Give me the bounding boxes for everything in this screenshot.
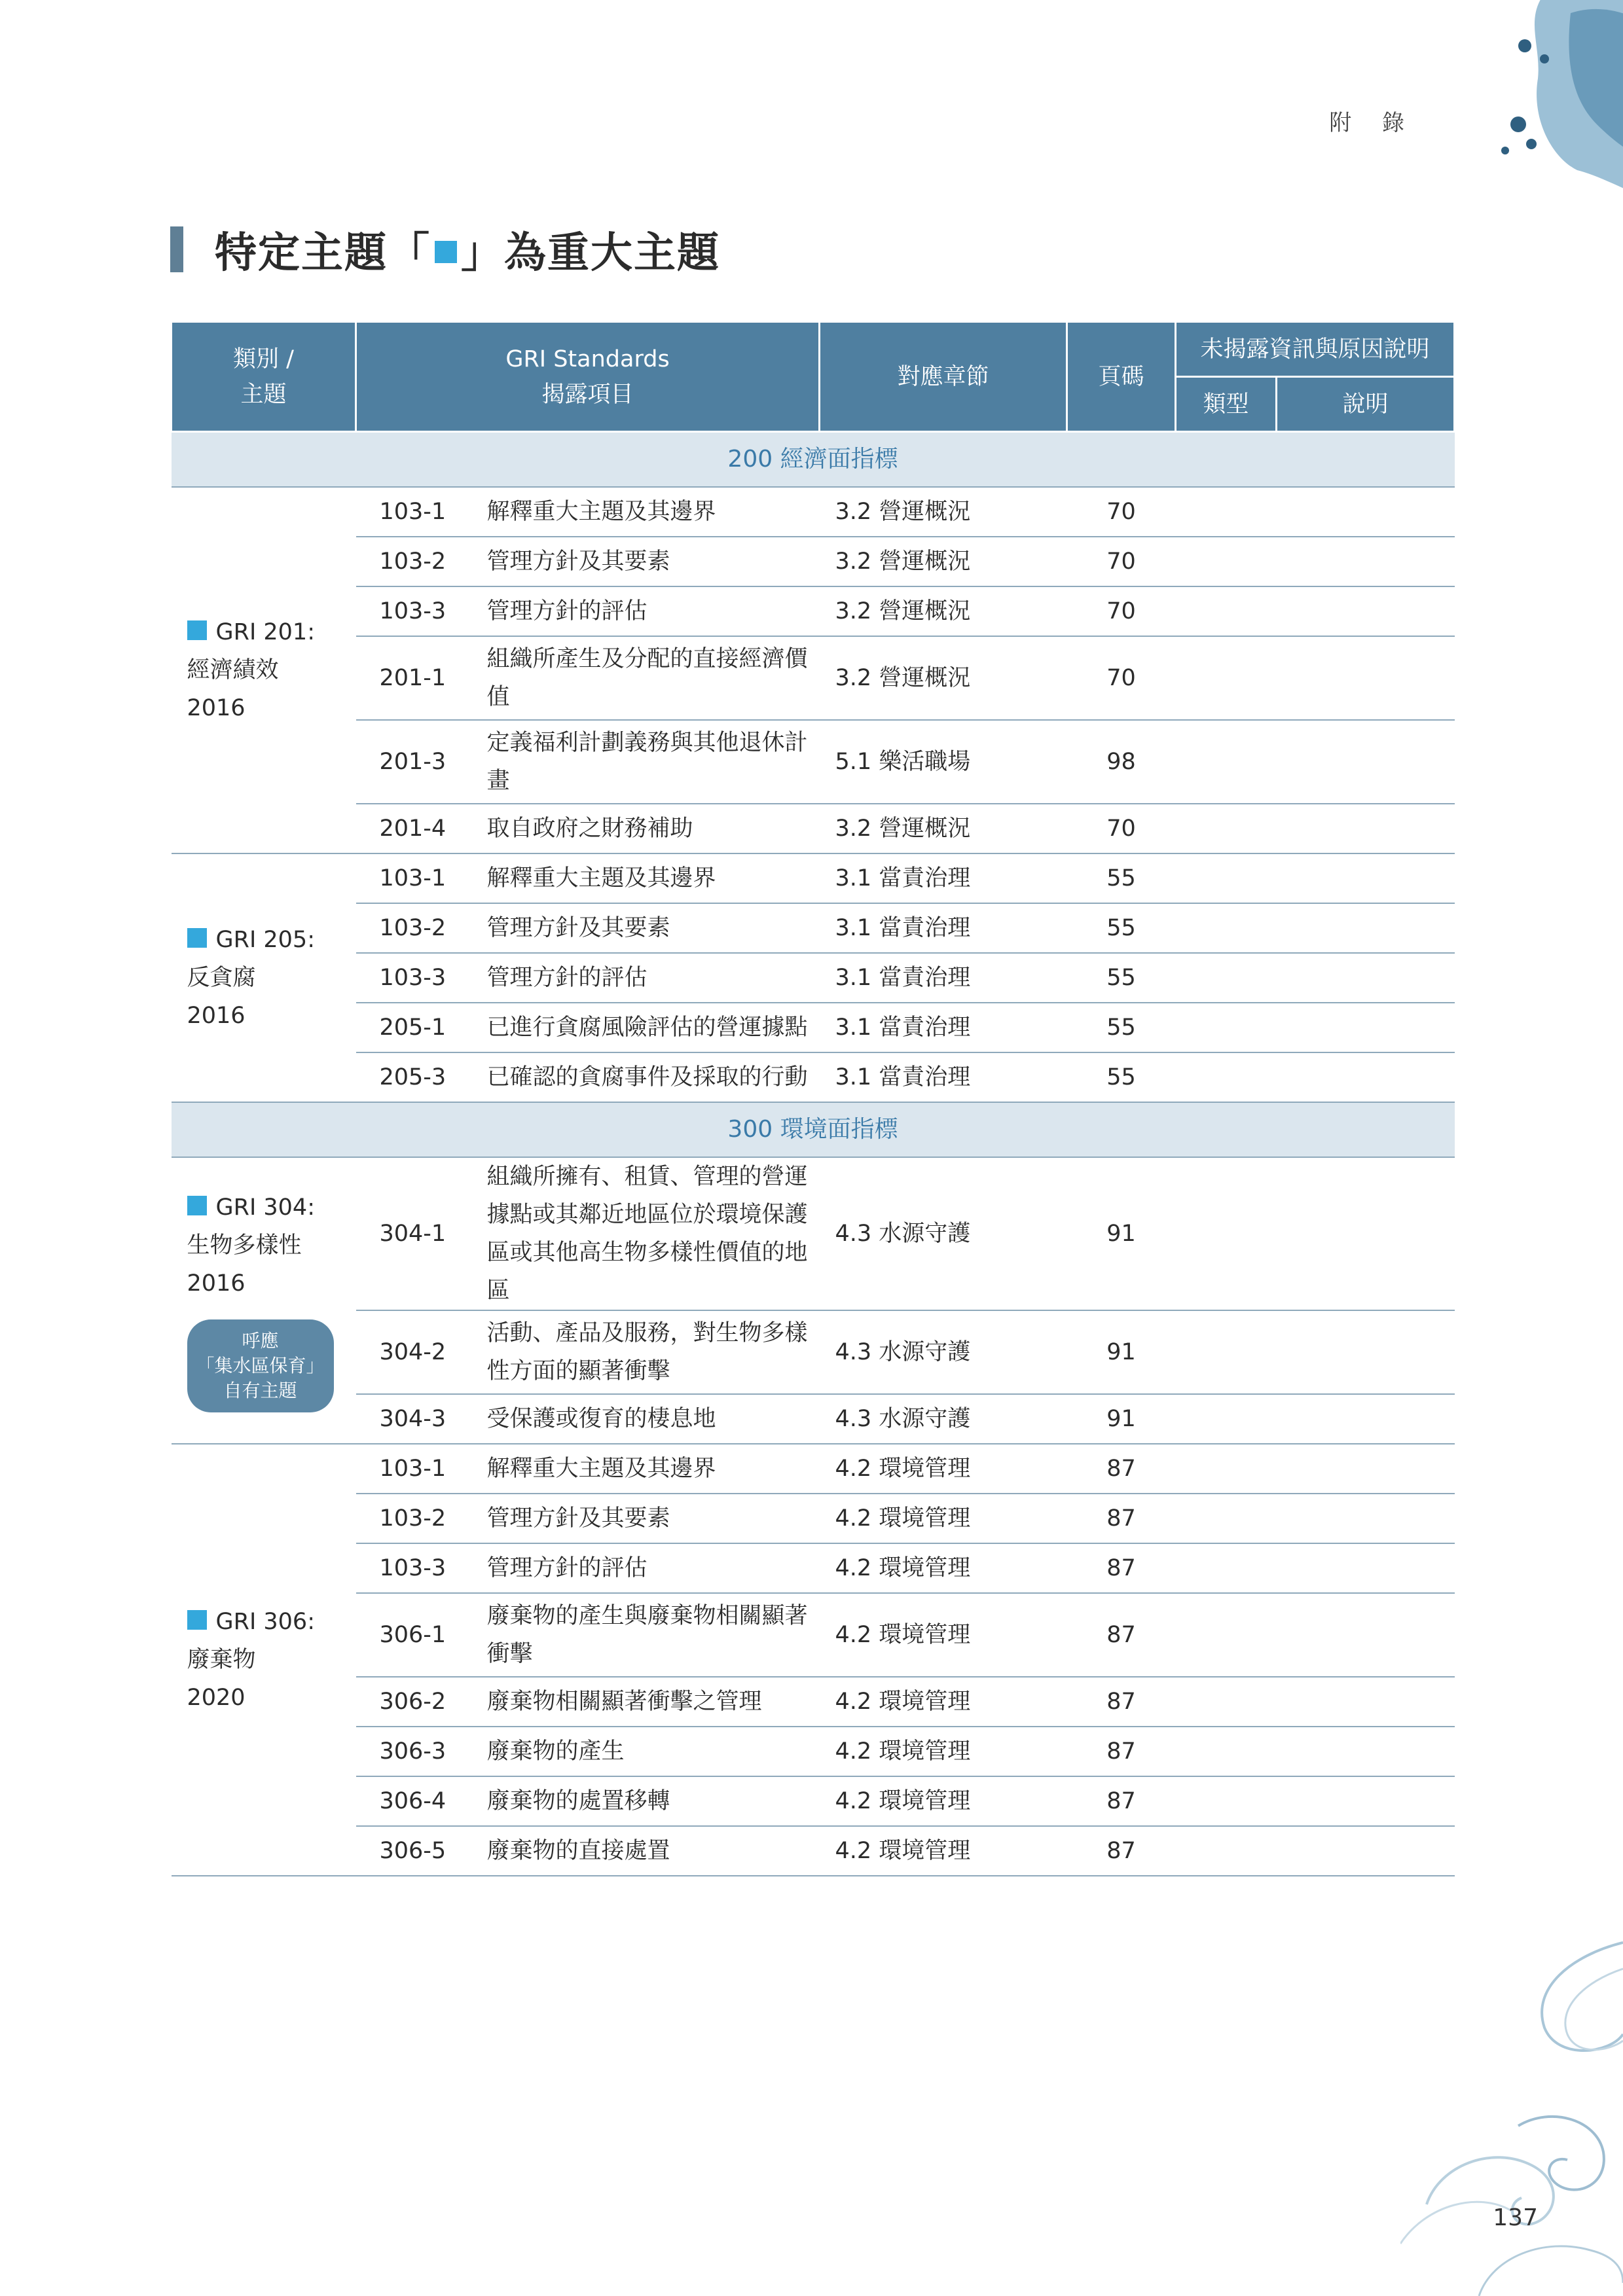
omission-desc-cell: [1277, 720, 1455, 804]
omission-desc-cell: [1277, 1543, 1455, 1593]
disclosure-item: 組織所產生及分配的直接經濟價值: [479, 636, 820, 720]
disclosure-item: 廢棄物的產生與廢棄物相關顯著衝擊: [479, 1593, 820, 1677]
omission-type-cell: [1176, 1394, 1277, 1444]
page-reference: 87: [1067, 1543, 1176, 1593]
disclosure-item: 已進行貪腐風險評估的營運據點: [479, 1003, 820, 1052]
omission-desc-cell: [1277, 853, 1455, 903]
page-reference: 55: [1067, 853, 1176, 903]
chapter-reference: 4.2 環境管理: [820, 1826, 1067, 1876]
omission-desc-cell: [1277, 953, 1455, 1003]
title-block: [170, 219, 720, 279]
omission-desc-cell: [1277, 804, 1455, 853]
disclosure-item: 解釋重大主題及其邊界: [479, 487, 820, 537]
omission-desc-cell: [1277, 1157, 1455, 1310]
category-cell: [172, 1157, 356, 1444]
disclosure-code: 304-2: [356, 1310, 479, 1394]
omission-type-cell: [1176, 586, 1277, 636]
table-row: [172, 1444, 1455, 1494]
table-row: [172, 804, 1455, 853]
disclosure-code: 201-4: [356, 804, 479, 853]
disclosure-code: 306-2: [356, 1677, 479, 1727]
title-suffix: 」為重大主題: [461, 229, 720, 278]
omission-type-cell: [1176, 853, 1277, 903]
table-row: [172, 720, 1455, 804]
omission-type-cell: [1176, 1052, 1277, 1102]
omission-type-cell: [1176, 720, 1277, 804]
page-reference: 70: [1067, 804, 1176, 853]
chapter-reference: 3.1 當責治理: [820, 1052, 1067, 1102]
table-header: [172, 322, 1455, 432]
page-reference: 87: [1067, 1444, 1176, 1494]
page-reference: 87: [1067, 1677, 1176, 1727]
omission-type-cell: [1176, 1593, 1277, 1677]
omission-desc-cell: [1277, 1310, 1455, 1394]
appendix-label: 附 錄: [1329, 110, 1416, 136]
omission-desc-cell: [1277, 903, 1455, 953]
omission-type-cell: [1176, 1826, 1277, 1876]
disclosure-item: 廢棄物的直接處置: [479, 1826, 820, 1876]
disclosure-code: 306-5: [356, 1826, 479, 1876]
omission-type-cell: [1176, 953, 1277, 1003]
category-cell: [172, 853, 356, 1102]
page-reference: 55: [1067, 953, 1176, 1003]
omission-type-cell: [1176, 1310, 1277, 1394]
chapter-reference: 4.3 水源守護: [820, 1394, 1067, 1444]
chapter-reference: 3.1 當責治理: [820, 853, 1067, 903]
disclosure-item: 受保護或復育的棲息地: [479, 1394, 820, 1444]
chapter-reference: 4.2 環境管理: [820, 1543, 1067, 1593]
blue-square-icon: [187, 1196, 207, 1215]
table-row: [172, 1826, 1455, 1876]
chapter-reference: 4.2 環境管理: [820, 1494, 1067, 1543]
disclosure-item: 管理方針的評估: [479, 953, 820, 1003]
chapter-reference: 4.3 水源守護: [820, 1157, 1067, 1310]
omission-desc-cell: [1277, 1494, 1455, 1543]
section-label: 200 經濟面指標: [172, 432, 1455, 488]
watercolor-decoration: [1466, 0, 1623, 236]
omission-desc-cell: [1277, 537, 1455, 586]
disclosure-item: 廢棄物的處置移轉: [479, 1776, 820, 1826]
omission-type-cell: [1176, 487, 1277, 537]
table-row: [172, 537, 1455, 586]
omission-desc-cell: [1277, 1826, 1455, 1876]
table-row: [172, 1776, 1455, 1826]
header-omission-type: 類型: [1176, 377, 1277, 432]
chapter-reference: 3.2 營運概況: [820, 586, 1067, 636]
disclosure-item: 管理方針的評估: [479, 586, 820, 636]
omission-type-cell: [1176, 1157, 1277, 1310]
chapter-reference: 3.1 當責治理: [820, 903, 1067, 953]
omission-desc-cell: [1277, 487, 1455, 537]
table-row: [172, 1157, 1455, 1310]
omission-desc-cell: [1277, 1394, 1455, 1444]
blue-square-icon: [187, 1610, 207, 1630]
table-row: [172, 903, 1455, 953]
disclosure-code: 205-1: [356, 1003, 479, 1052]
page-reference: 91: [1067, 1394, 1176, 1444]
page-reference: 87: [1067, 1593, 1176, 1677]
page-reference: 70: [1067, 537, 1176, 586]
disclosure-item: 解釋重大主題及其邊界: [479, 853, 820, 903]
category-cell: [172, 1444, 356, 1876]
disclosure-item: 廢棄物相關顯著衝擊之管理: [479, 1677, 820, 1727]
disclosure-code: 304-1: [356, 1157, 479, 1310]
chapter-reference: 4.2 環境管理: [820, 1677, 1067, 1727]
table-row: [172, 853, 1455, 903]
page-number: 137: [1493, 2204, 1538, 2231]
omission-type-cell: [1176, 903, 1277, 953]
omission-desc-cell: [1277, 586, 1455, 636]
header-category: 類別 / 主題: [172, 322, 356, 432]
table-row: [172, 1543, 1455, 1593]
disclosure-item: 組織所擁有、租賃、管理的營運據點或其鄰近地區位於環境保護區或其他高生物多樣性價值的地區: [479, 1157, 820, 1310]
table-body: [172, 432, 1455, 1876]
category-label: GRI 201: 經濟績效 2016: [187, 619, 315, 721]
chapter-reference: 3.1 當責治理: [820, 1003, 1067, 1052]
chapter-reference: 3.2 營運概況: [820, 636, 1067, 720]
chapter-reference: 3.1 當責治理: [820, 953, 1067, 1003]
page-reference: 91: [1067, 1157, 1176, 1310]
header-page: 頁碼: [1067, 322, 1176, 432]
disclosure-code: 201-1: [356, 636, 479, 720]
page-reference: 70: [1067, 636, 1176, 720]
table-row: [172, 1727, 1455, 1776]
disclosure-code: 201-3: [356, 720, 479, 804]
page-reference: 70: [1067, 586, 1176, 636]
page-reference: 87: [1067, 1776, 1176, 1826]
disclosure-code: 103-3: [356, 1543, 479, 1593]
category-label: GRI 205: 反貪腐 2016: [187, 927, 315, 1029]
page-reference: 98: [1067, 720, 1176, 804]
disclosure-code: 306-4: [356, 1776, 479, 1826]
omission-type-cell: [1176, 1003, 1277, 1052]
table-row: [172, 1394, 1455, 1444]
page-reference: 87: [1067, 1494, 1176, 1543]
omission-type-cell: [1176, 1727, 1277, 1776]
omission-desc-cell: [1277, 636, 1455, 720]
omission-type-cell: [1176, 1677, 1277, 1727]
disclosure-code: 306-3: [356, 1727, 479, 1776]
disclosure-code: 103-1: [356, 487, 479, 537]
topic-badge: 呼應 「集水區保育」 自有主題: [187, 1319, 334, 1412]
omission-desc-cell: [1277, 1593, 1455, 1677]
omission-desc-cell: [1277, 1677, 1455, 1727]
omission-desc-cell: [1277, 1003, 1455, 1052]
disclosure-code: 103-2: [356, 537, 479, 586]
disclosure-code: 103-2: [356, 903, 479, 953]
disclosure-item: 取自政府之財務補助: [479, 804, 820, 853]
chapter-reference: 4.2 環境管理: [820, 1776, 1067, 1826]
wave-decoration: [1400, 1929, 1623, 2296]
disclosure-item: 定義福利計劃義務與其他退休計畫: [479, 720, 820, 804]
table-row: [172, 487, 1455, 537]
table-row: [172, 1494, 1455, 1543]
blue-square-icon: [435, 241, 457, 263]
page-reference: 87: [1067, 1826, 1176, 1876]
category-cell: [172, 487, 356, 853]
disclosure-item: 解釋重大主題及其邊界: [479, 1444, 820, 1494]
gri-index-table: [170, 321, 1455, 1876]
page-reference: 70: [1067, 487, 1176, 537]
chapter-reference: 4.2 環境管理: [820, 1444, 1067, 1494]
chapter-reference: 4.2 環境管理: [820, 1593, 1067, 1677]
table-row: [172, 586, 1455, 636]
page-title: [215, 219, 720, 279]
chapter-reference: 4.2 環境管理: [820, 1727, 1067, 1776]
header-section: 對應章節: [820, 322, 1067, 432]
title-prefix: 特定主題「: [215, 229, 431, 278]
omission-type-cell: [1176, 1543, 1277, 1593]
chapter-reference: 5.1 樂活職場: [820, 720, 1067, 804]
table-row: [172, 1677, 1455, 1727]
category-label: GRI 306: 廢棄物 2020: [187, 1609, 315, 1711]
disclosure-item: 活動、產品及服務，對生物多樣性方面的顯著衝擊: [479, 1310, 820, 1394]
table-row: [172, 1052, 1455, 1102]
page-reference: 91: [1067, 1310, 1176, 1394]
disclosure-code: 103-2: [356, 1494, 479, 1543]
disclosure-item: 已確認的貪腐事件及採取的行動: [479, 1052, 820, 1102]
disclosure-item: 管理方針的評估: [479, 1543, 820, 1593]
page-reference: 87: [1067, 1727, 1176, 1776]
table-row: [172, 1003, 1455, 1052]
omission-type-cell: [1176, 804, 1277, 853]
omission-type-cell: [1176, 1494, 1277, 1543]
section-row: [172, 432, 1455, 488]
disclosure-code: 306-1: [356, 1593, 479, 1677]
omission-type-cell: [1176, 1776, 1277, 1826]
disclosure-code: 103-3: [356, 953, 479, 1003]
header-omission: 未揭露資訊與原因說明: [1176, 322, 1455, 377]
disclosure-code: 205-3: [356, 1052, 479, 1102]
disclosure-code: 103-3: [356, 586, 479, 636]
title-accent-bar: [170, 226, 183, 272]
table-row: [172, 953, 1455, 1003]
chapter-reference: 3.2 營運概況: [820, 804, 1067, 853]
disclosure-item: 管理方針及其要素: [479, 903, 820, 953]
disclosure-code: 304-3: [356, 1394, 479, 1444]
omission-desc-cell: [1277, 1776, 1455, 1826]
omission-type-cell: [1176, 1444, 1277, 1494]
table-row: [172, 1593, 1455, 1677]
blue-square-icon: [187, 928, 207, 948]
disclosure-item: 廢棄物的產生: [479, 1727, 820, 1776]
chapter-reference: 4.3 水源守護: [820, 1310, 1067, 1394]
omission-desc-cell: [1277, 1444, 1455, 1494]
disclosure-item: 管理方針及其要素: [479, 1494, 820, 1543]
category-label: GRI 304: 生物多樣性 2016: [187, 1194, 315, 1297]
omission-type-cell: [1176, 537, 1277, 586]
chapter-reference: 3.2 營運概況: [820, 537, 1067, 586]
chapter-reference: 3.2 營運概況: [820, 487, 1067, 537]
omission-desc-cell: [1277, 1727, 1455, 1776]
page-reference: 55: [1067, 1052, 1176, 1102]
section-row: [172, 1102, 1455, 1157]
disclosure-code: 103-1: [356, 1444, 479, 1494]
table-row: [172, 636, 1455, 720]
omission-type-cell: [1176, 636, 1277, 720]
header-gri-standards: GRI Standards 揭露項目: [356, 322, 820, 432]
omission-desc-cell: [1277, 1052, 1455, 1102]
header-omission-desc: 說明: [1277, 377, 1455, 432]
disclosure-item: 管理方針及其要素: [479, 537, 820, 586]
page-reference: 55: [1067, 1003, 1176, 1052]
page-reference: 55: [1067, 903, 1176, 953]
disclosure-code: 103-1: [356, 853, 479, 903]
table-row: [172, 1310, 1455, 1394]
section-label: 300 環境面指標: [172, 1102, 1455, 1157]
blue-square-icon: [187, 620, 207, 640]
